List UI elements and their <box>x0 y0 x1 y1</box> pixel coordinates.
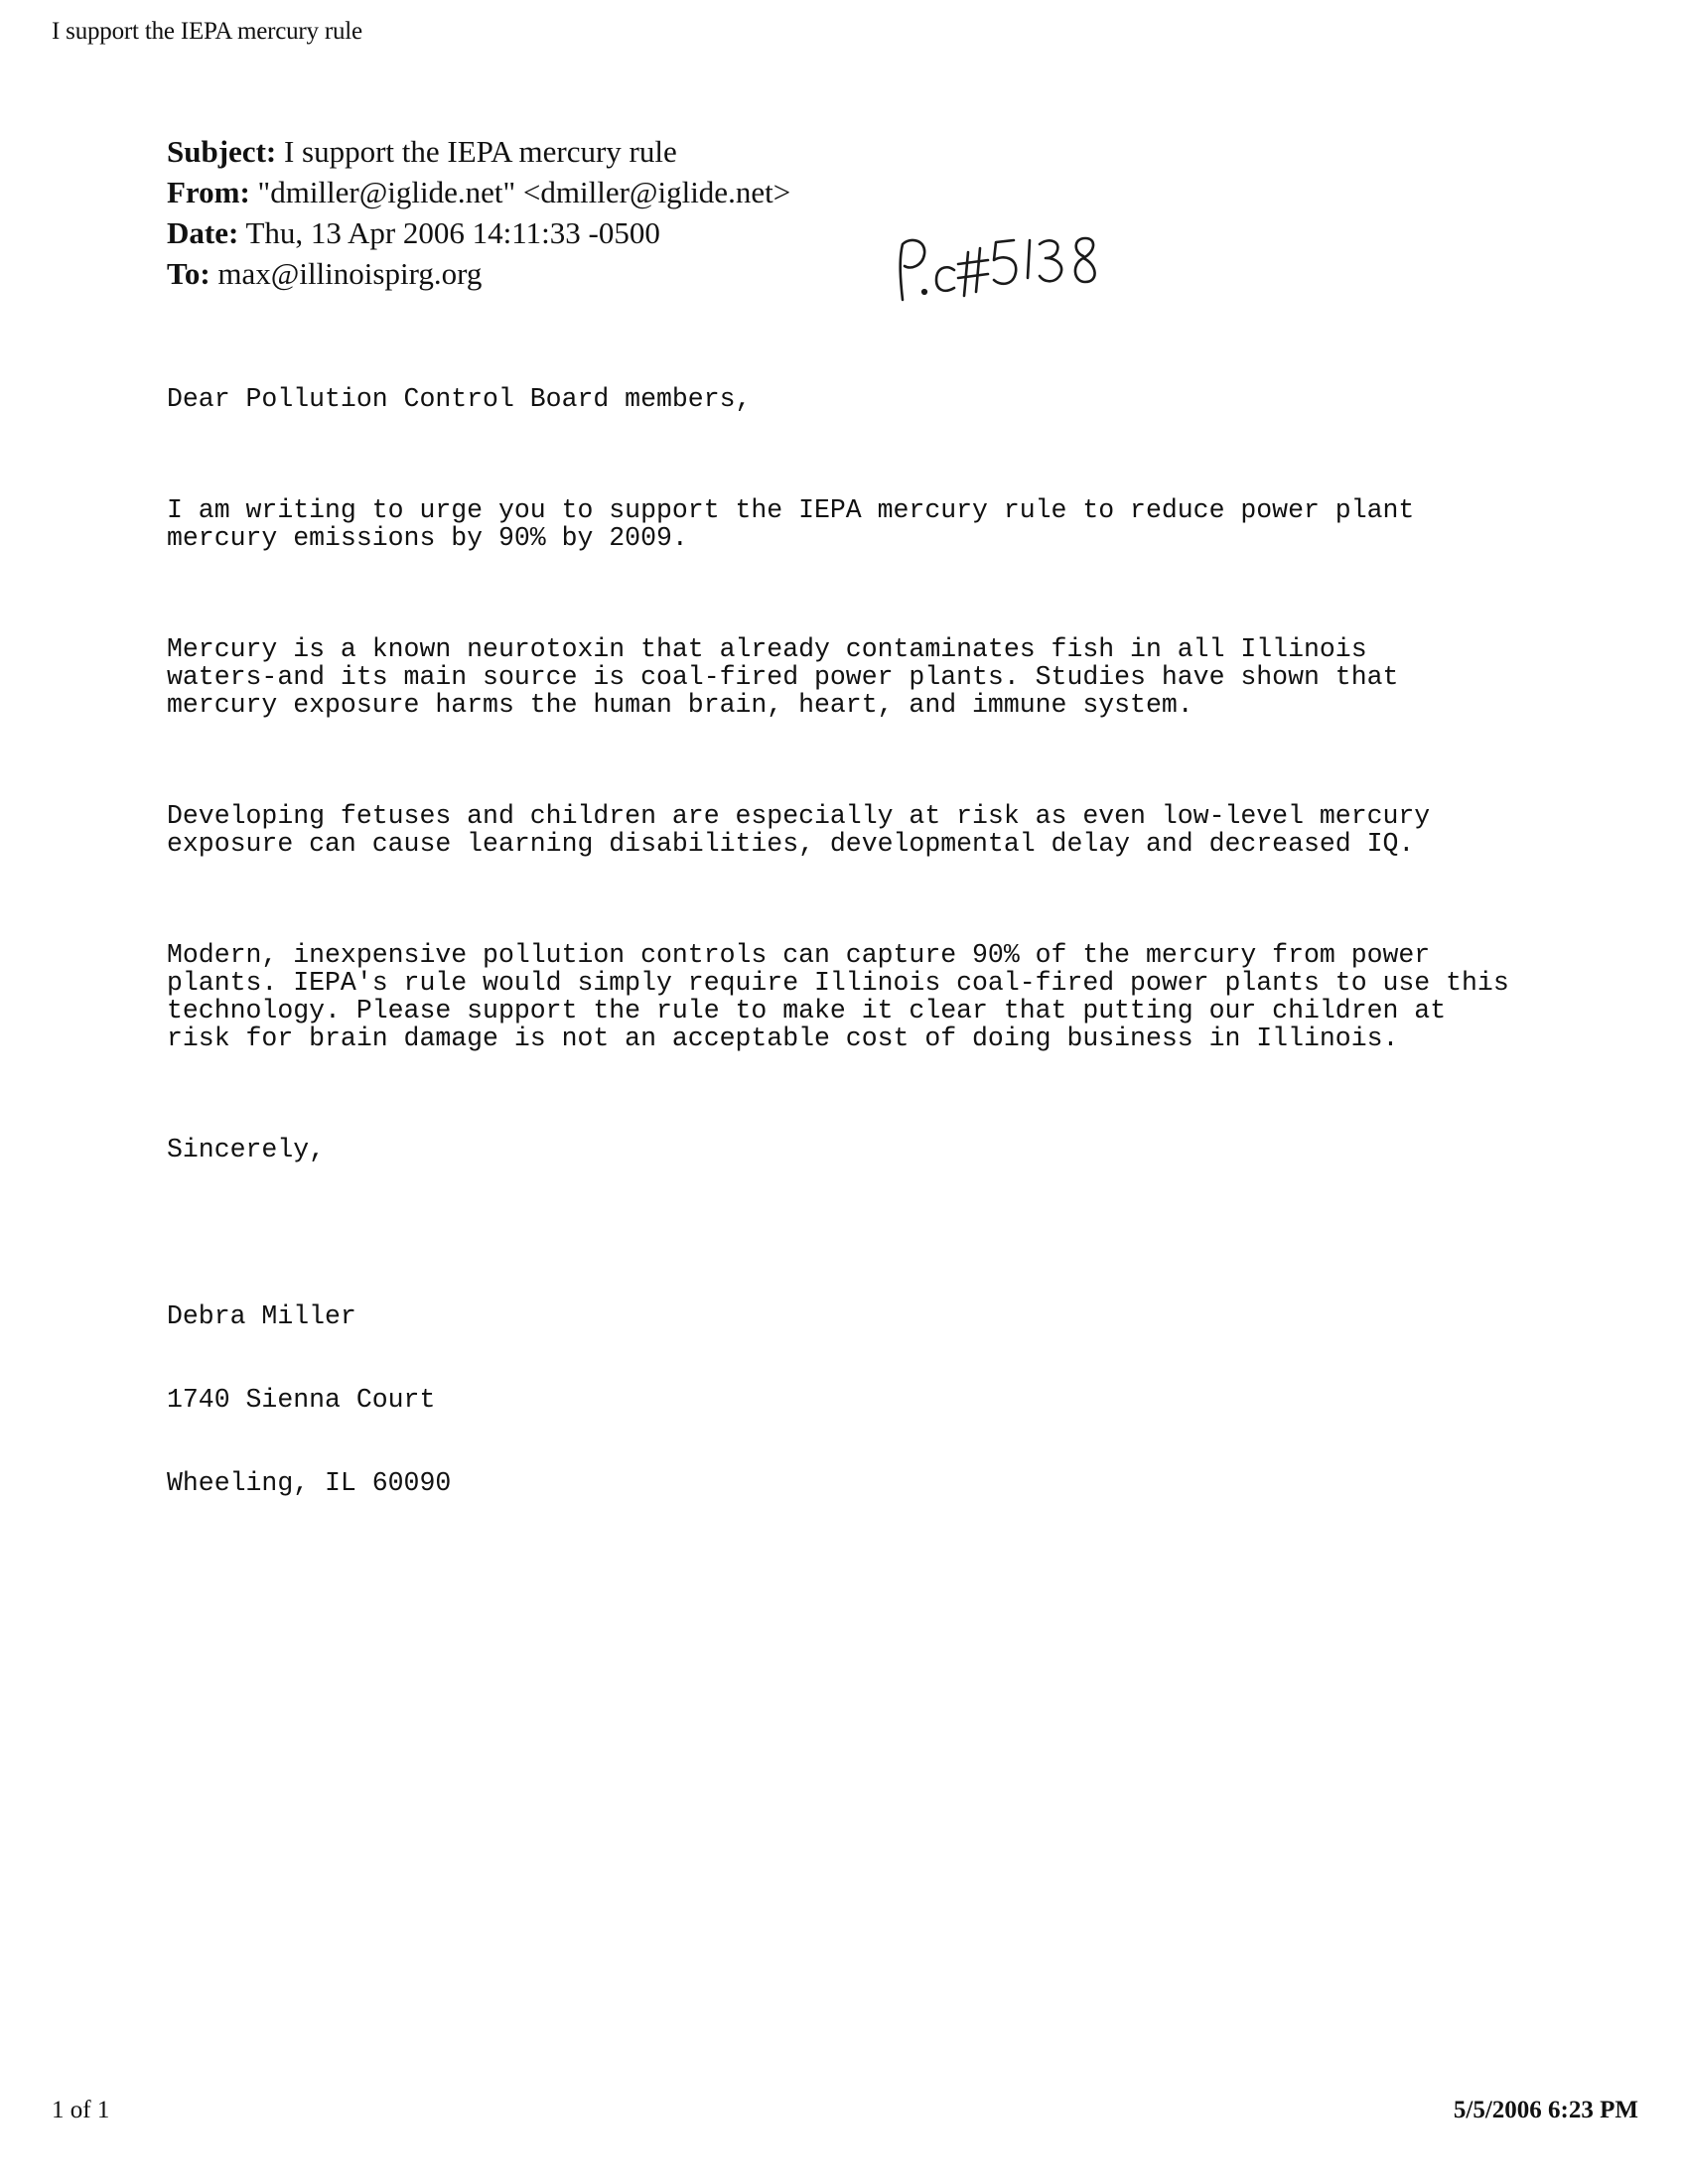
handwritten-pc-number-stamp <box>889 230 1137 310</box>
date-label: Date: <box>167 215 239 250</box>
date-value: Thu, 13 Apr 2006 14:11:33 -0500 <box>245 215 660 250</box>
paragraph-4: Modern, inexpensive pollution controls can capture 90% of the mercury from power plants. IEPA's rule would simply require Illinois coal-fired power plants to use this technology. Please support the rule to make it clear that putting our children at risk for brain damage is not an acceptable cost of doing business in Illinois. <box>167 940 1509 1053</box>
paragraph-3: Developing fetuses and children are especially at risk as even low-level mercury exposure can cause learning disabilities, developmental delay and decreased IQ. <box>167 801 1431 859</box>
greeting: Dear Pollution Control Board members, <box>167 384 752 414</box>
date-row <box>167 212 790 253</box>
paragraph-2: Mercury is a known neurotoxin that already contaminates fish in all Illinois waters-and its main source is coal-fired power plants. Studies have shown that mercury exposure harms the human brain, heart, and immune system. <box>167 634 1399 720</box>
to-value: max@illinoispirg.org <box>217 256 483 291</box>
signature-name: Debra Miller <box>167 1301 356 1331</box>
to-label: To: <box>167 256 210 291</box>
from-value: "dmiller@iglide.net" <dmiller@iglide.net> <box>257 175 791 209</box>
from-label: From: <box>167 175 250 209</box>
to-row <box>167 253 790 294</box>
subject-label: Subject: <box>167 134 277 169</box>
email-headers <box>167 131 790 294</box>
signature-street: 1740 Sienna Court <box>167 1385 436 1415</box>
from-row <box>167 172 790 212</box>
subject-row <box>167 131 790 172</box>
signature-city: Wheeling, IL 60090 <box>167 1468 452 1498</box>
print-timestamp: 5/5/2006 6:23 PM <box>1453 2097 1638 2123</box>
subject-value: I support the IEPA mercury rule <box>283 134 677 169</box>
page-header-title: I support the IEPA mercury rule <box>52 18 362 45</box>
page-number: 1 of 1 <box>52 2097 110 2123</box>
email-body <box>167 330 1509 1580</box>
signature-block <box>167 1247 1509 1553</box>
closing: Sincerely, <box>167 1135 326 1164</box>
paragraph-1: I am writing to urge you to support the IEPA mercury rule to reduce power plant mercury emissions by 90% by 2009. <box>167 495 1415 553</box>
